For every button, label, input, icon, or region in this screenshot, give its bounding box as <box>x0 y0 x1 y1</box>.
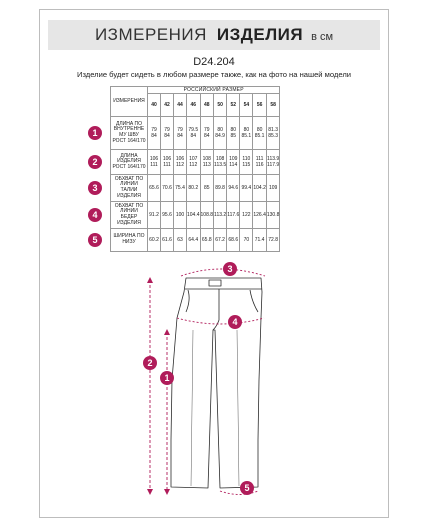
measurement-value-line: 85.3 <box>268 133 278 139</box>
measurement-value-line: 79.5 <box>188 126 199 133</box>
size-header-46: 46 <box>187 94 201 117</box>
row-badge-3: 3 <box>88 181 102 195</box>
measurement-value-line: 85.1 <box>254 133 265 139</box>
measurement-label-line: БЕДЕР <box>120 214 138 220</box>
article-number: D24.204 <box>193 56 235 68</box>
measurement-label-line: ВНУТРЕННЕ <box>113 126 145 133</box>
measurement-value-line: 104.2 <box>253 184 266 191</box>
measurement-label-line: РОСТ 164/170 <box>112 137 146 144</box>
measurement-value-line: 106 <box>149 155 159 162</box>
row-badge-5: 5 <box>88 233 102 247</box>
row-badge-4: 4 <box>88 208 102 222</box>
size-header-48: 48 <box>200 94 214 117</box>
title-main: ИЗМЕРЕНИЯ <box>94 25 207 44</box>
measurement-value-line: 117.9 <box>267 162 280 168</box>
measurement-value-line: 113.5 <box>214 162 227 168</box>
measurement-label-line: ДЛИНА <box>120 152 138 159</box>
measurement-value-line: 79 <box>203 126 210 133</box>
measurement-value-line: 113.9 <box>267 155 280 162</box>
measurement-value-line: 108 <box>215 155 225 162</box>
measurement-label-line: ИЗДЕЛИЯ <box>117 192 141 199</box>
measurement-label-line: ЛИНИИ <box>120 181 138 188</box>
measurement-value-line: 63 <box>177 236 183 243</box>
measurement-value-line: 61.6 <box>162 236 172 243</box>
measurement-value-line: 116 <box>255 162 264 168</box>
size-header-40: 40 <box>148 94 161 117</box>
measurement-value-line: 111 <box>163 162 171 168</box>
measurement-label-line: ОБХВАТ ПО <box>114 202 144 209</box>
diagram-badge-5: 5 <box>240 481 254 495</box>
trousers-outline <box>171 278 262 488</box>
measurement-value-line: 84.9 <box>215 133 225 139</box>
size-header-44: 44 <box>174 94 187 117</box>
fit-note: Изделие будет сидеть в любом размере также, как на фото на нашей модели <box>76 70 352 79</box>
crease-left <box>191 330 193 486</box>
measurement-value-line: 80 <box>217 126 223 133</box>
measurement-value-line: 108.8 <box>200 211 214 218</box>
measurement-value-line: 112 <box>189 162 198 168</box>
measurement-label-line: РОСТ 164/170 <box>112 163 146 170</box>
size-header-42: 42 <box>161 94 174 117</box>
crease-right <box>237 330 239 486</box>
title-unit: в см <box>311 31 334 43</box>
diagram-badge-2: 2 <box>143 356 157 370</box>
title-bold: ИЗДЕЛИЯ <box>216 25 304 44</box>
measurement-value-line: 84 <box>190 133 197 139</box>
measurement-value-line: 80 <box>230 126 237 133</box>
measurement-label-line: ТАЛИИ <box>120 187 138 193</box>
row-badge-1: 1 <box>88 126 102 140</box>
hip-measure-line <box>177 318 264 324</box>
measurement-label-line: МУ ШВУ <box>119 132 139 138</box>
measurement-value-line: 122 <box>242 211 251 218</box>
button-tab <box>209 280 221 286</box>
measurement-label-line: ЛИНИИ <box>120 208 138 215</box>
outseam-arrow-top <box>147 277 153 283</box>
measurement-value-line: 80 <box>256 126 263 133</box>
measurement-value-line: 111 <box>255 155 264 162</box>
measurement-value-line: 71.4 <box>254 236 265 243</box>
measurement-value-line: 84 <box>164 133 170 139</box>
inseam-arrow-top <box>164 329 170 335</box>
measurement-value-line: 79 <box>177 126 183 133</box>
measurement-value-line: 107 <box>189 155 198 162</box>
measurement-value-line: 89.8 <box>215 184 225 191</box>
measurement-value-line: 109 <box>268 184 278 191</box>
measurement-value-line: 95.6 <box>162 211 172 218</box>
measurement-value-line: 64.4 <box>188 236 199 243</box>
measurement-value-line: 81.3 <box>268 126 278 133</box>
measurement-value-line: 79 <box>164 126 170 133</box>
size-header-58: 58 <box>266 94 280 117</box>
table-corner-label: ИЗМЕРЕНИЯ <box>111 87 148 117</box>
table-caption: РОССИЙСКИЙ РАЗМЕР <box>148 87 280 94</box>
measurement-value-line: 72.8 <box>268 236 278 243</box>
measurement-value-line: 85 <box>203 184 210 191</box>
inseam-arrow-bottom <box>164 489 170 495</box>
size-header-50: 50 <box>214 94 227 117</box>
measurement-value-line: 109 <box>229 155 238 162</box>
measurement-label-line: НИЗУ <box>122 239 136 245</box>
measurement-value-line: 130.8 <box>266 211 280 218</box>
row-badge-2: 2 <box>88 155 102 169</box>
measurement-value-line: 111 <box>150 162 158 168</box>
diagram-badge-1: 1 <box>160 371 174 385</box>
measurement-value-line: 67.2 <box>215 236 225 243</box>
measurement-value-line: 79 <box>151 126 157 133</box>
measurement-value-line: 85 <box>230 133 237 139</box>
measurement-label-line: ИЗДЕЛИЯ <box>117 219 141 226</box>
measurement-value-line: 60.2 <box>149 236 159 243</box>
measurement-value-line: 108 <box>202 155 211 162</box>
size-header-54: 54 <box>240 94 253 117</box>
measurement-value-line: 91.2 <box>149 211 159 218</box>
measurement-value-line: 126.4 <box>253 211 266 218</box>
size-header-56: 56 <box>253 94 267 117</box>
measurement-value-line: 85.1 <box>241 133 252 139</box>
measurement-label-line: ОБХВАТ ПО <box>114 175 144 182</box>
measurement-value-line: 65.8 <box>201 236 212 243</box>
measurement-label-line: ИЗДЕЛИЯ <box>117 158 141 165</box>
measurement-value-line: 104.4 <box>187 211 200 218</box>
measurement-value-line: 106 <box>162 155 172 162</box>
measurement-value-line: 68.6 <box>228 236 239 243</box>
size-header-52: 52 <box>227 94 240 117</box>
measurement-value-line: 84 <box>203 133 210 139</box>
outseam-arrow-bottom <box>147 489 153 495</box>
measurement-value-line: 80.2 <box>188 184 199 191</box>
measurement-value-line: 84 <box>151 133 157 139</box>
measurement-value-line: 84 <box>177 133 183 139</box>
front-pocket-left <box>186 290 189 312</box>
measurement-value-line: 75.4 <box>175 184 185 191</box>
measurement-value-line: 100 <box>175 211 185 218</box>
measurement-value-line: 113 <box>202 162 211 168</box>
measurement-value-line: 113.2 <box>214 211 227 218</box>
measurement-label-line: ШИРИНА ПО <box>113 233 145 240</box>
diagram-badge-4: 4 <box>228 315 242 329</box>
measurement-value-line: 80 <box>243 126 250 133</box>
measurement-value-line: 110 <box>242 155 251 162</box>
diagram-badge-3: 3 <box>223 262 237 276</box>
measurement-value-line: 114 <box>229 162 238 168</box>
measurement-value-line: 94.6 <box>228 184 239 191</box>
measurement-value-line: 99.4 <box>241 184 252 191</box>
measurement-value-line: 117.6 <box>227 211 240 218</box>
measurement-value-line: 65.6 <box>149 184 159 191</box>
measurement-label-line: ДЛИНА ПО <box>115 120 143 127</box>
measurement-value-line: 115 <box>242 162 251 168</box>
measurement-value-line: 70.6 <box>162 184 172 191</box>
front-pocket-right <box>250 290 258 312</box>
measurement-value-line: 70 <box>243 236 250 243</box>
measurement-value-line: 106 <box>175 155 185 162</box>
measurement-value-line: 112 <box>176 162 184 168</box>
